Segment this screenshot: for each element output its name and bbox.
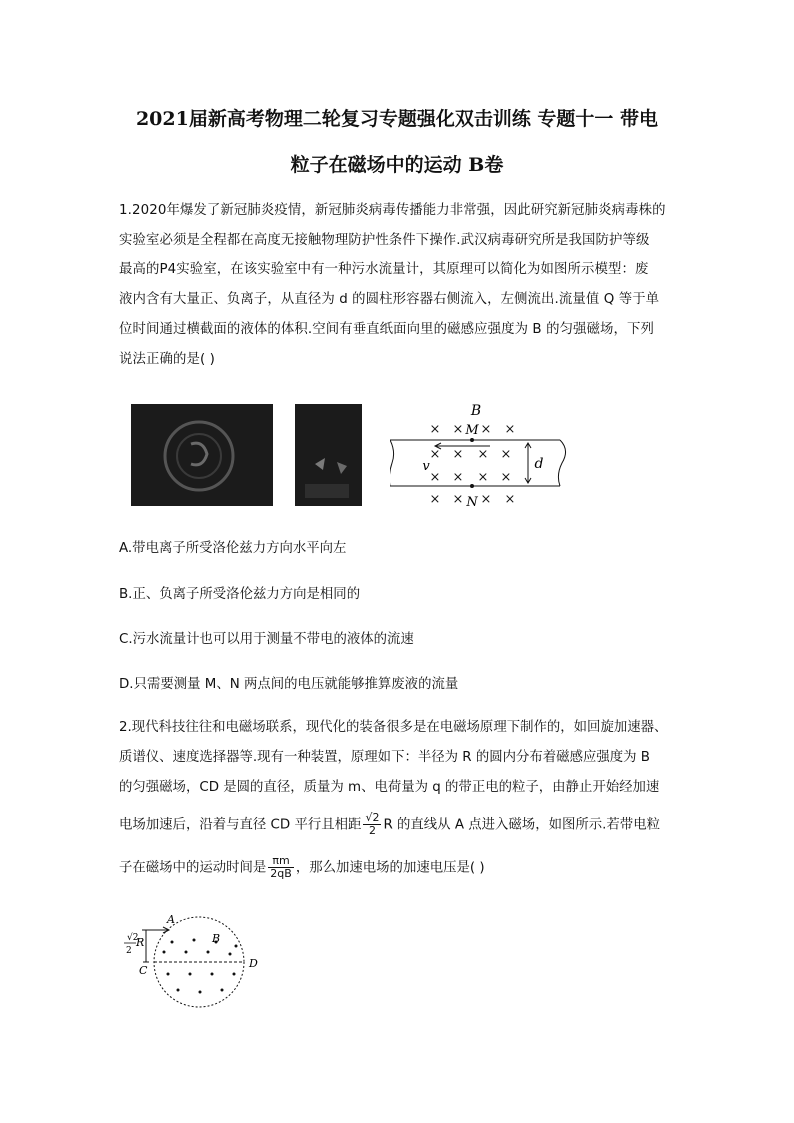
q2-line-4-text-a: 电场加速后，沿着与直径 CD 平行且相距 — [119, 817, 362, 833]
svg-text:×: × — [429, 447, 441, 462]
svg-text:×: × — [480, 492, 492, 507]
svg-text:×: × — [500, 447, 512, 462]
q1-line: 最高的P4实验室，在该实验室中有一种污水流量计，其原理可以简化为如图所示模型：废 — [119, 262, 649, 278]
svg-text:×: × — [477, 447, 489, 462]
lab-photo-2-drawing — [295, 404, 362, 506]
svg-text:×: × — [452, 492, 464, 507]
q2-line-4-text-b: R 的直线从 A 点进入磁场，如图所示.若带电粒 — [383, 817, 660, 833]
option-d: D.只需要测量 M、N 两点间的电压就能够推算废液的流量 — [119, 677, 459, 692]
page-title-line-2: 粒子在磁场中的运动 B卷 — [290, 154, 504, 176]
magnetic-circle-diagram — [112, 910, 272, 1020]
q2-line-4 — [119, 812, 660, 837]
option-c: C.污水流量计也可以用于测量不带电的液体的流速 — [119, 632, 414, 647]
fraction-denominator: 2qB — [270, 867, 292, 880]
svg-text:×: × — [500, 470, 512, 485]
q1-line: 说法正确的是( ) — [119, 351, 215, 367]
point-M — [470, 438, 474, 442]
page-title-line-1: 2021届新高考物理二轮复习专题强化双击训练 专题十一 带电 — [135, 108, 659, 130]
flow-meter-diagram — [390, 400, 570, 512]
lab-photo-1 — [131, 404, 273, 506]
option-b: B.正、负离子所受洛伦兹力方向是相同的 — [119, 587, 361, 602]
svg-text:×: × — [452, 470, 464, 485]
q2-line-2: 质谱仪、速度选择器等.现有一种装置，原理如下：半径为 R 的圆内分布着磁感应强度为 B — [119, 750, 650, 765]
q2-line-5-text-a: 子在磁场中的运动时间是 — [119, 860, 267, 876]
label-D: D — [249, 957, 258, 970]
label-B: B — [470, 403, 482, 419]
point-N — [470, 484, 474, 488]
fraction-sqrt2-over-2 — [363, 812, 381, 837]
pipe-left-end — [390, 440, 394, 486]
label-d: d — [534, 456, 544, 472]
label-R: R — [136, 936, 145, 949]
svg-text:×: × — [477, 470, 489, 485]
lab-photo-2 — [295, 404, 362, 506]
label-C: C — [139, 964, 148, 977]
label-A: A — [167, 913, 175, 926]
fraction-numerator: √2 — [365, 811, 380, 824]
label-v: v — [422, 459, 430, 474]
option-a: A.带电离子所受洛伦兹力方向水平向左 — [119, 541, 347, 556]
q1-line: 位时间通过横截面的液体的体积.空间有垂直纸面向里的磁感应强度为 B 的匀强磁场，下列 — [119, 321, 654, 337]
svg-text:×: × — [452, 447, 464, 462]
svg-text:×: × — [429, 470, 441, 485]
q1-line: 1.2020年爆发了新冠肺炎疫情，新冠肺炎病毒传播能力非常强，因此研究新冠肺炎病毒株的 — [119, 203, 666, 218]
svg-text:×: × — [429, 422, 441, 437]
svg-text:×: × — [452, 422, 464, 437]
pipe-right-end — [558, 440, 565, 486]
lab-photo-1-drawing — [131, 404, 273, 506]
q1-line: 液内含有大量正、负离子，从直径为 d 的圆柱形容器右侧流入，左侧流出.流量值 Q 等于单 — [119, 292, 660, 308]
svg-text:×: × — [504, 422, 516, 437]
q2-line-5-text-b: ，那么加速电场的加速电压是( ) — [295, 860, 485, 876]
label-B2: B — [212, 932, 221, 945]
label-frac-num: √2 — [127, 933, 139, 943]
question-1-text — [119, 196, 679, 374]
q2-line-1: 2.现代科技往往和电磁场联系，现代化的装备很多是在电磁场原理下制作的，如回旋加速器、 — [119, 720, 668, 735]
svg-text:×: × — [480, 422, 492, 437]
q2-line-5 — [119, 855, 485, 880]
svg-text:×: × — [429, 492, 441, 507]
fraction-denominator: 2 — [368, 824, 376, 837]
fraction-pi-m-over-2qB — [268, 855, 294, 880]
q1-line: 实验室必须是全程都在高度无接触物理防护性条件下操作.武汉病毒研究所是我国防护等级 — [119, 232, 650, 248]
label-N: N — [466, 495, 478, 510]
fraction-numerator: πm — [268, 855, 294, 868]
label-M: M — [465, 423, 479, 438]
label-frac-den: 2 — [126, 946, 132, 956]
svg-text:×: × — [504, 492, 516, 507]
field-dots — [163, 939, 238, 994]
q2-line-3: 的匀强磁场，CD 是圆的直径，质量为 m、电荷量为 q 的带正电的粒子，由静止开始经加速 — [119, 780, 660, 795]
